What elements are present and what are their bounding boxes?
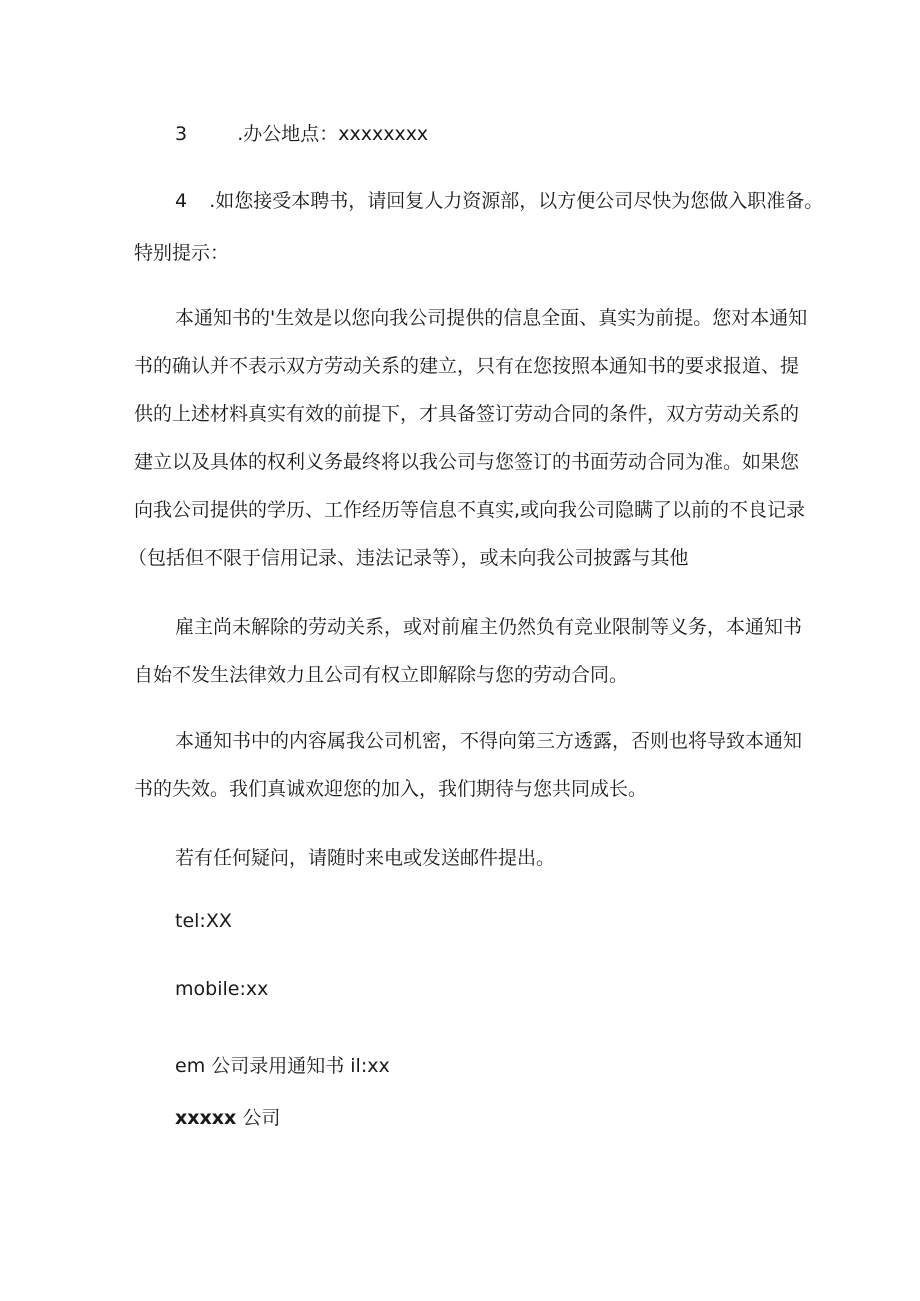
company-name-placeholder: xxxxx [175, 1107, 237, 1129]
list-item-4 [175, 187, 823, 215]
company-signature [175, 1104, 280, 1132]
paragraph-line: 自始不发生法律效力且公司有权立即解除与您的劳动合同。 [134, 664, 629, 686]
paragraph-confidentiality [134, 717, 803, 813]
item-number: 3 [175, 123, 188, 145]
paragraph-line: 雇主尚未解除的劳动关系，或对前雇主仍然负有竞业限制等义务，本通知书 [175, 616, 803, 638]
paragraph-line: 书的确认并不表示双方劳动关系的建立，只有在您按照本通知书的要求报道、提 [134, 355, 800, 377]
special-notice-title: 特别提示： [134, 242, 230, 264]
paragraph-effectiveness [128, 294, 808, 582]
paragraph-line: 本通知书的'生效是以您向我公司提供的信息全面、真实为前提。您对本通知 [175, 307, 808, 329]
paragraph-line: 供的上述材料真实有效的前提下，才具备签订劳动合同的条件，双方劳动关系的 [134, 403, 800, 425]
paragraph-line: 书的失效。我们真诚欢迎您的加入，我们期待与您共同成长。 [134, 778, 648, 800]
closing-sentence: 若有任何疑问，请随时来电或发送邮件提出。 [175, 847, 556, 869]
item-text: .办公地点：xxxxxxxx [237, 123, 429, 145]
item-text: .如您接受本聘书，请回复人力资源部，以方便公司尽快为您做入职准备。 [209, 190, 824, 212]
contact-email: em 公司录用通知书 il:xx [175, 1055, 390, 1077]
item-number: 4 [175, 190, 188, 212]
paragraph-line: 向我公司提供的学历、工作经历等信息不真实,或向我公司隐瞒了以前的不良记录 [134, 499, 806, 521]
contact-tel: tel:XX [175, 910, 232, 932]
paragraph-employment [134, 603, 803, 699]
paragraph-line: 本通知书中的内容属我公司机密，不得向第三方透露，否则也将导致本通知 [175, 730, 803, 752]
paragraph-line: （包括但不限于信用记录、违法记录等），或未向我公司披露与其他 [128, 547, 689, 569]
contact-mobile: mobile:xx [175, 978, 269, 1000]
company-suffix: 公司 [242, 1107, 281, 1129]
list-item-3 [175, 120, 428, 148]
paragraph-line: 建立以及具体的权利义务最终将以我公司与您签订的书面劳动合同为准。如果您 [134, 451, 800, 473]
